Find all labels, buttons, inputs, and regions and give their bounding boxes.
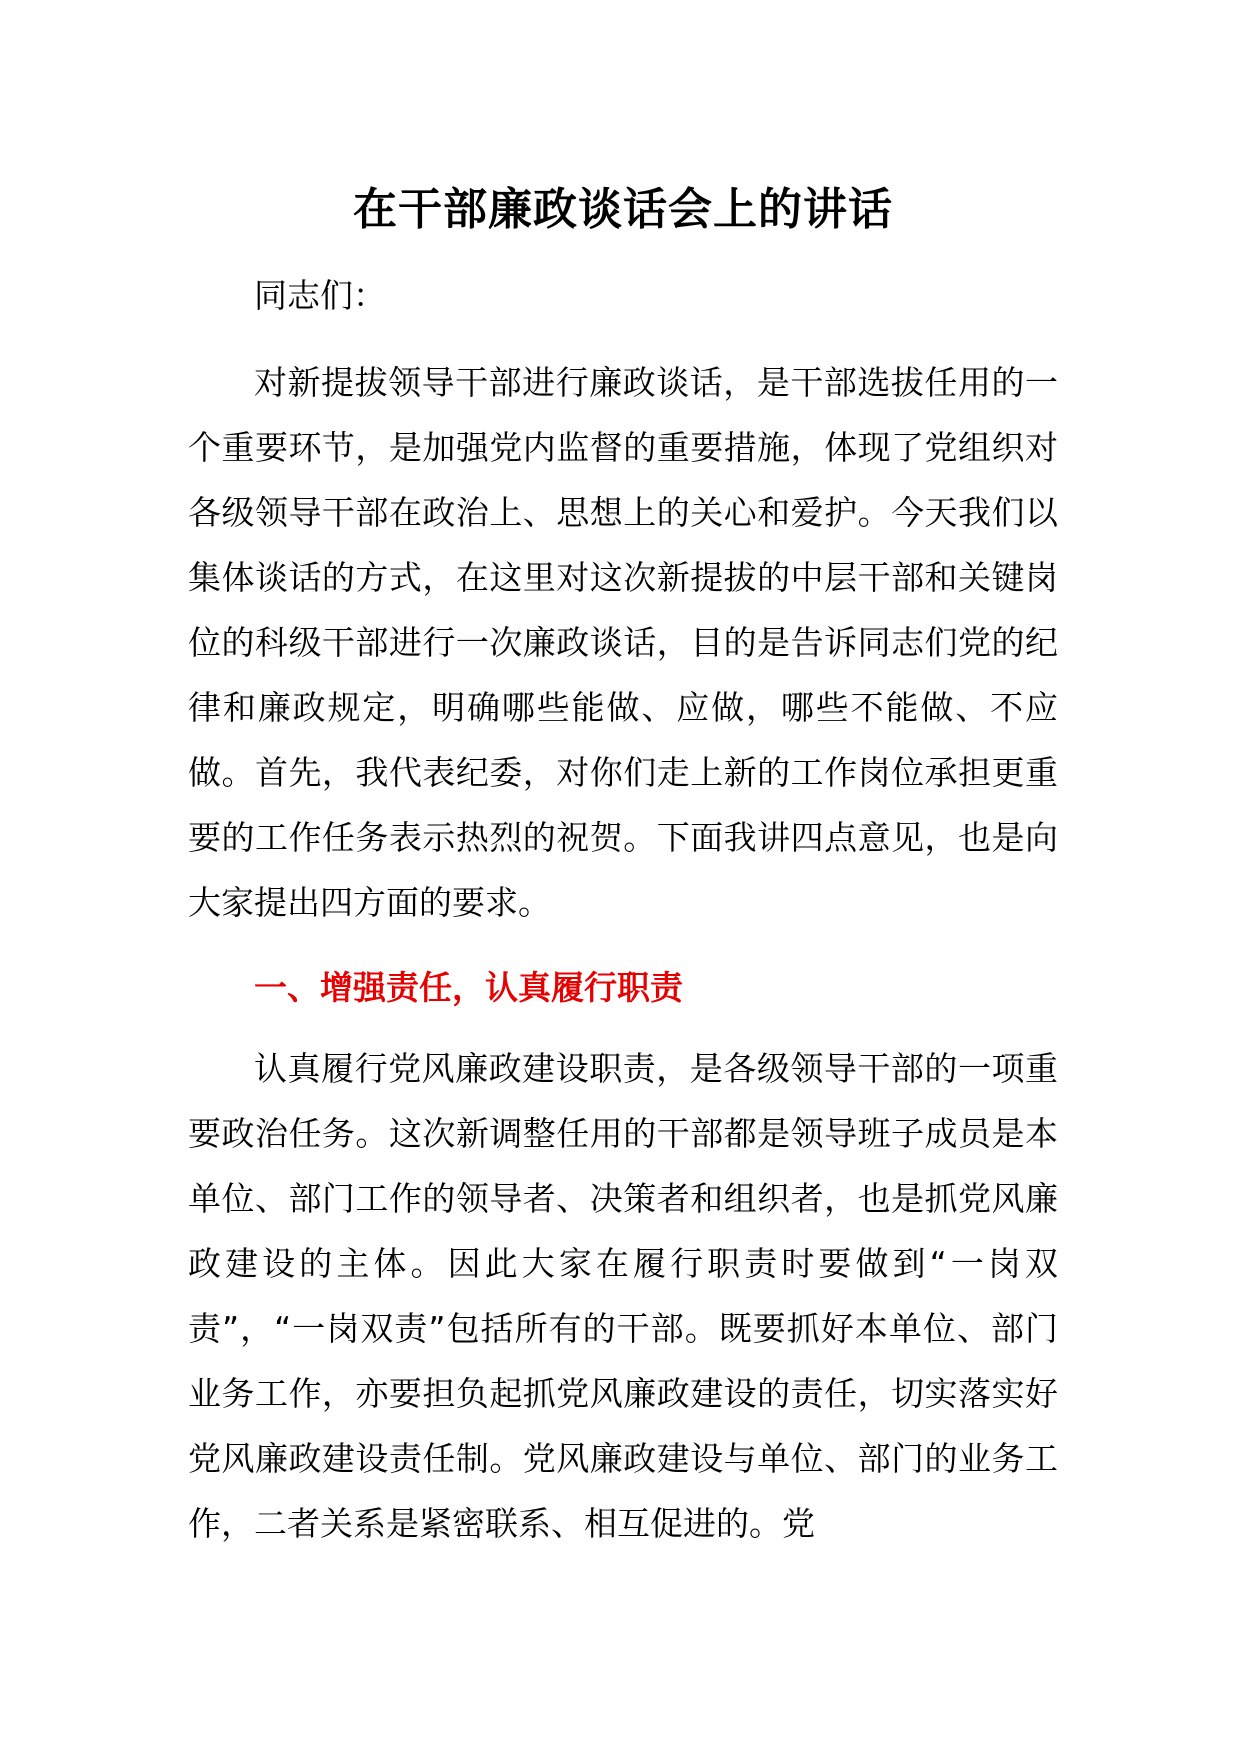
section-heading: 一、增强责任，认真履行职责	[254, 968, 683, 1007]
document-title: 在干部廉政谈话会上的讲话	[353, 184, 893, 235]
paragraph-section-one: 认真履行党风廉政建设职责，是各级领导干部的一项重要政治任务。这次新调整任用的干部都是领导班子成员是本单位、部门工作的领导者、决策者和组织者，也是抓党风廉政建设的主体。因此大家在履行职责时要做到“一岗双责”，“一岗双责”包括所有的干部。既要抓好本单位、部门业务工作，亦要担负起抓党风廉政建设的责任，切实落实好党风廉政建设责任制。党风廉政建设与单位、部门的业务工作，二者关系是紧密联系、相互促进的。党	[188, 1049, 1058, 1543]
salutation: 同志们：	[254, 276, 386, 315]
paragraph-intro: 对新提拔领导干部进行廉政谈话，是干部选拔任用的一个重要环节，是加强党内监督的重要措施，体现了党组织对各级领导干部在政治上、思想上的关心和爱护。今天我们以集体谈话的方式，在这里对这次新提拔的中层干部和关键岗位的科级干部进行一次廉政谈话，目的是告诉同志们党的纪律和廉政规定，明确哪些能做、应做，哪些不能做、不应做。首先，我代表纪委，对你们走上新的工作岗位承担更重要的工作任务表示热烈的祝贺。下面我讲四点意见，也是向大家提出四方面的要求。	[188, 363, 1058, 922]
document-page	[188, 180, 1058, 1556]
